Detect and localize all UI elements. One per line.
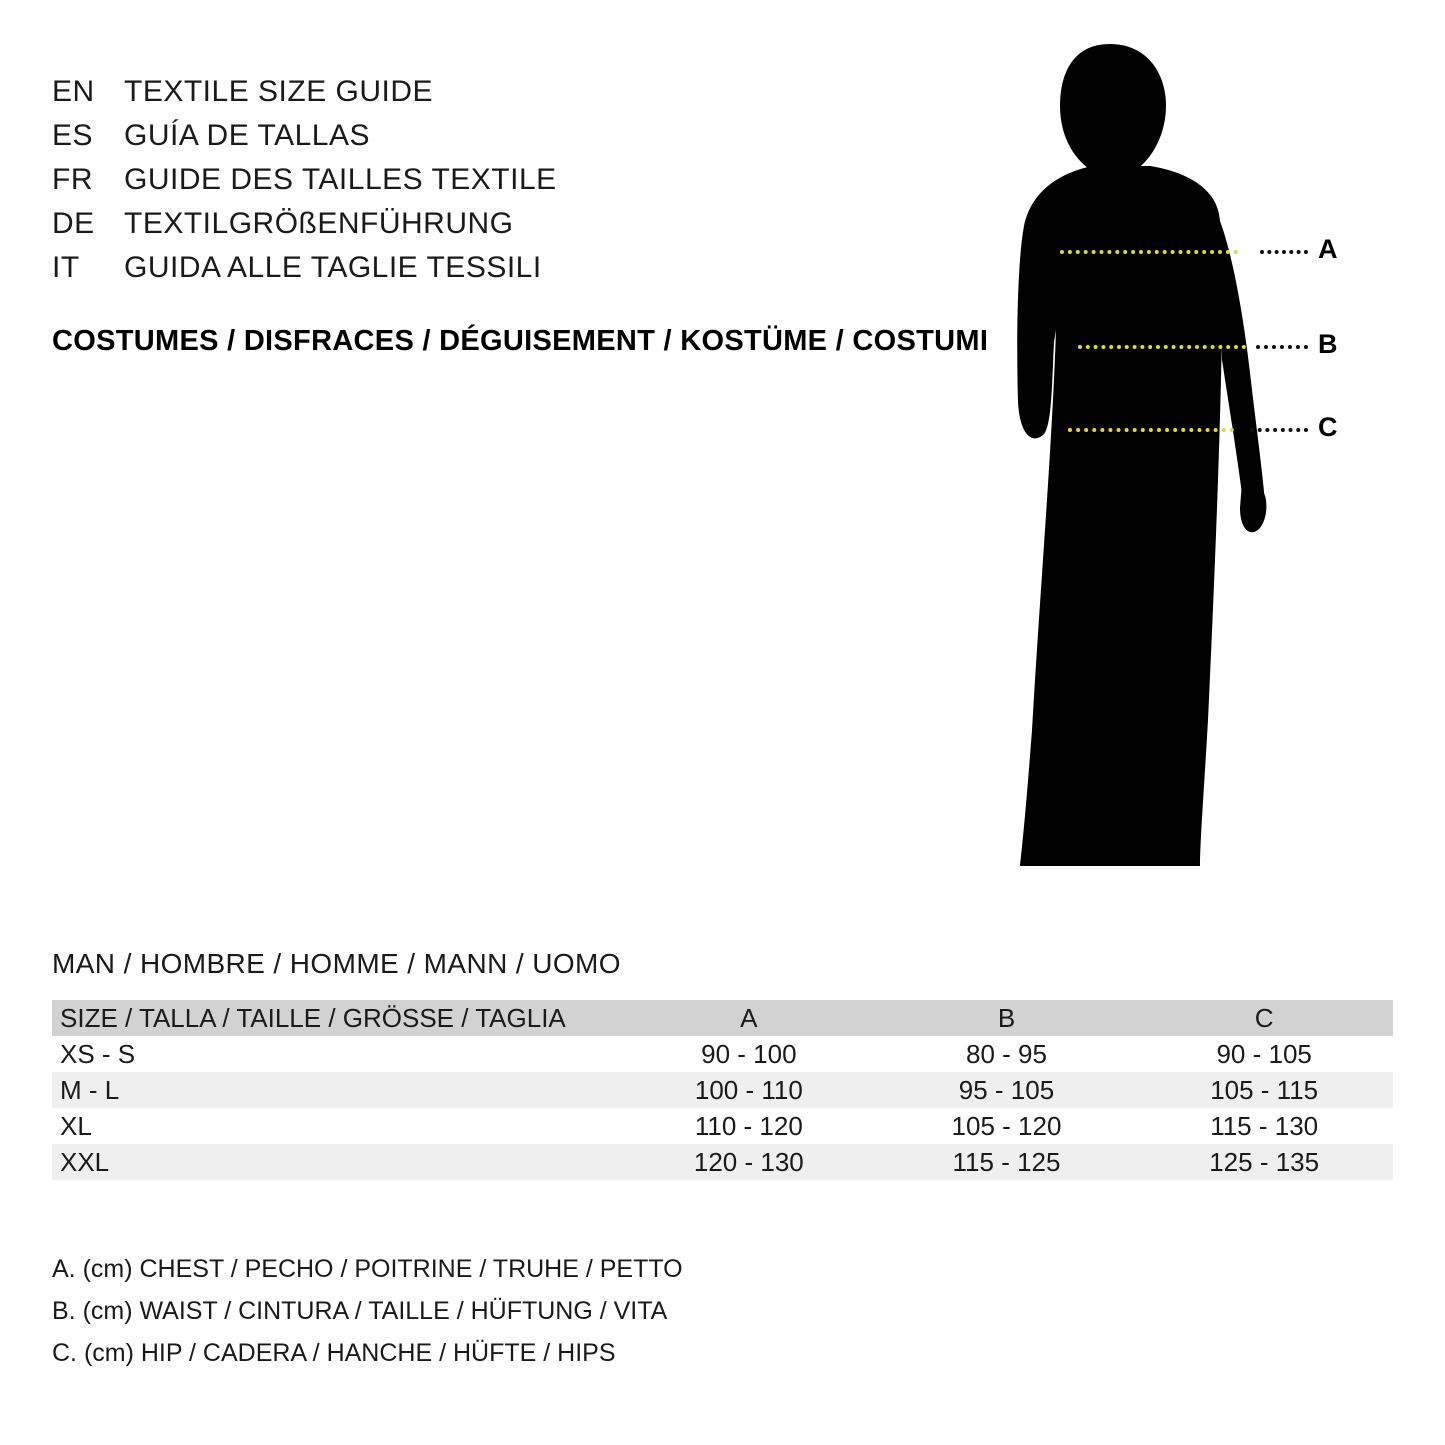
- cell-c: 105 - 115: [1210, 1074, 1319, 1105]
- language-text-it: GUIDA ALLE TAGLIE TESSILI: [124, 251, 542, 284]
- column-header-a: A: [740, 1002, 758, 1033]
- measure-tail-a: [1260, 250, 1308, 254]
- measure-line-a: [1060, 250, 1238, 254]
- table-row: [52, 1144, 1393, 1180]
- category-title: COSTUMES / DISFRACES / DÉGUISEMENT / KOSTÜME / COSTUMI: [52, 325, 989, 357]
- measure-line-c: [1068, 428, 1234, 432]
- table-row: [52, 1108, 1393, 1144]
- man-silhouette-icon: [960, 30, 1380, 890]
- cell-c: 90 - 105: [1216, 1038, 1312, 1069]
- language-text-fr: GUIDE DES TAILLES TEXTILE: [124, 163, 557, 196]
- column-header-b: B: [997, 1002, 1016, 1033]
- language-row-en: [52, 70, 972, 114]
- language-row-it: [52, 246, 972, 290]
- cell-size: M - L: [60, 1074, 120, 1105]
- measure-label-a: A: [1318, 234, 1338, 264]
- cell-size: XL: [60, 1110, 92, 1141]
- legend-item-b: B. (cm) WAIST / CINTURA / TAILLE / HÜFTUNG / VITA: [52, 1297, 668, 1325]
- figure-illustration: [960, 30, 1380, 890]
- language-text-de: TEXTILGRÖßENFÜHRUNG: [124, 207, 514, 240]
- cell-b: 105 - 120: [951, 1110, 1062, 1141]
- table-row: [52, 1036, 1393, 1072]
- measure-label-b: B: [1318, 329, 1338, 359]
- column-header-c: C: [1254, 1002, 1274, 1033]
- language-text-en: TEXTILE SIZE GUIDE: [124, 75, 434, 108]
- language-code-de: DE: [52, 207, 95, 240]
- measure-tail-b: [1256, 345, 1308, 349]
- cell-a: 100 - 110: [694, 1074, 803, 1105]
- language-code-en: EN: [52, 75, 95, 108]
- size-table: [52, 1000, 1393, 1180]
- table-section-title: MAN / HOMBRE / HOMME / MANN / UOMO: [52, 948, 621, 979]
- measurement-legend: [52, 1248, 683, 1374]
- cell-c: 115 - 130: [1210, 1110, 1319, 1141]
- measure-line-b: [1078, 345, 1246, 349]
- language-row-es: [52, 114, 972, 158]
- table-header-row: [52, 1000, 1393, 1036]
- cell-size: XXL: [60, 1146, 110, 1177]
- language-code-fr: FR: [52, 163, 93, 196]
- cell-c: 125 - 135: [1209, 1146, 1320, 1177]
- column-header-size: SIZE / TALLA / TAILLE / GRÖSSE / TAGLIA: [60, 1002, 566, 1033]
- cell-b: 95 - 105: [958, 1074, 1055, 1105]
- language-row-de: [52, 202, 972, 246]
- cell-a: 110 - 120: [694, 1110, 803, 1141]
- language-code-es: ES: [52, 119, 94, 152]
- cell-b: 115 - 125: [952, 1146, 1061, 1177]
- cell-a: 90 - 100: [701, 1038, 797, 1069]
- language-row-fr: [52, 158, 972, 202]
- language-list: [52, 70, 972, 290]
- measure-label-c: C: [1318, 412, 1338, 442]
- language-code-it: IT: [52, 251, 80, 284]
- legend-item-c: C. (cm) HIP / CADERA / HANCHE / HÜFTE / HIPS: [52, 1339, 616, 1367]
- cell-size: XS - S: [60, 1038, 136, 1069]
- legend-item-a: A. (cm) CHEST / PECHO / POITRINE / TRUHE / PETTO: [52, 1255, 683, 1283]
- cell-b: 80 - 95: [966, 1038, 1047, 1069]
- language-text-es: GUÍA DE TALLAS: [124, 119, 370, 152]
- table-row: [52, 1072, 1393, 1108]
- measure-tail-c: [1250, 428, 1308, 432]
- cell-a: 120 - 130: [693, 1146, 804, 1177]
